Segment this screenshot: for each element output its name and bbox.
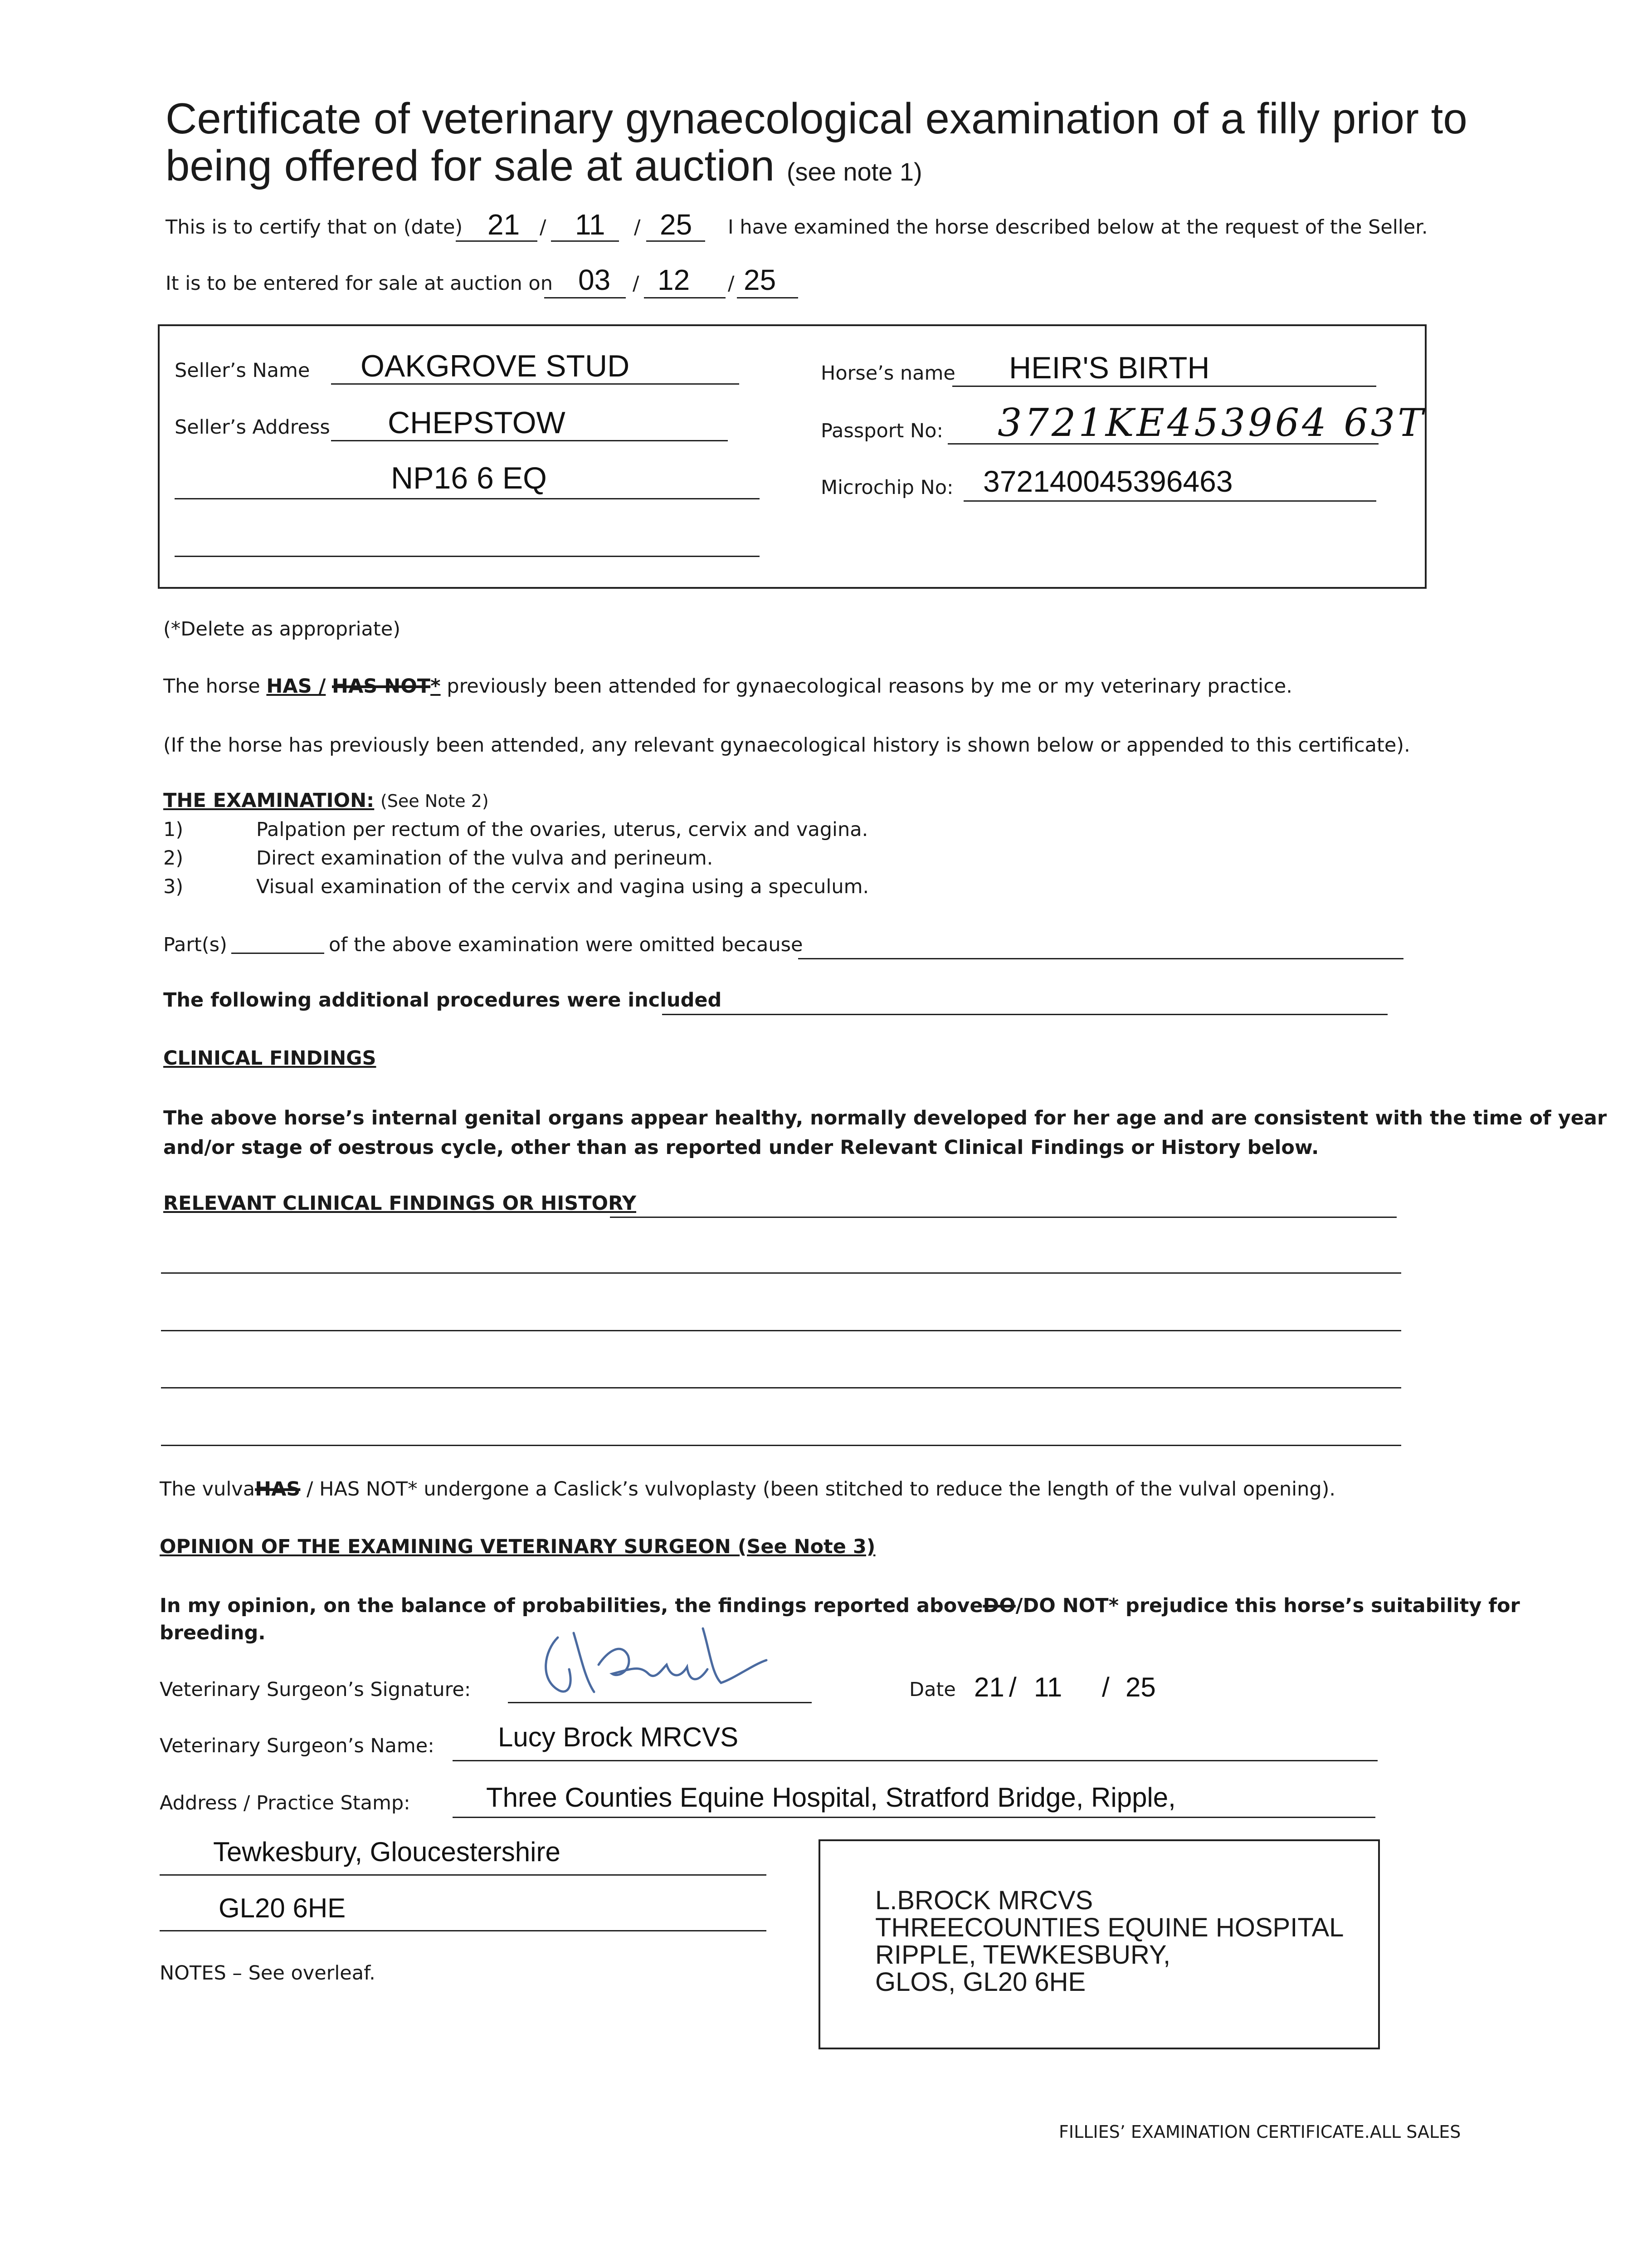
sale-date-month: 12	[658, 264, 690, 296]
vet-address-line-2-value: Tewkesbury, Gloucestershire	[213, 1837, 560, 1867]
parts-suffix: of the above examination were omitted because	[329, 934, 803, 956]
microchip-line	[964, 500, 1376, 502]
vet-date-month: 11	[1034, 1672, 1062, 1702]
clinical-statement-line-2: and/or stage of oestrous cycle, other than as reported under Relevant Clinical Findings or History below.	[163, 1136, 1319, 1159]
signature-label: Veterinary Surgeon’s Signature:	[160, 1678, 471, 1701]
omitted-because-line	[798, 958, 1403, 959]
opinion-line-2: breeding.	[160, 1622, 266, 1644]
exam-item-2-text: Direct examination of the vulva and perineum.	[256, 847, 713, 870]
sale-prefix: It is to be entered for sale at auction on	[166, 272, 553, 295]
opinion-heading: OPINION OF THE EXAMINING VETERINARY SURGEON (See Note 3)	[160, 1535, 876, 1558]
vet-name-line	[453, 1760, 1378, 1761]
stamp-line-1: L.BROCK MRCVS	[875, 1886, 1093, 1915]
relevant-line-1	[161, 1272, 1401, 1274]
microchip-value: 372140045396463	[983, 464, 1233, 498]
examination-heading	[163, 789, 489, 812]
microchip-label: Microchip No:	[821, 476, 954, 499]
seller-address-line-2	[175, 498, 760, 499]
parts-line	[231, 953, 324, 954]
title-line-2-text: being offered for sale at auction	[166, 142, 775, 190]
attended-has-not: HAS NOT	[332, 675, 431, 698]
vet-date-sep-1: /	[1009, 1672, 1017, 1702]
additional-label: The following additional procedures were included	[163, 989, 722, 1012]
vulva-rest: / HAS NOT* undergone a Caslick’s vulvoplasty (been stitched to reduce the length of the vulval opening).	[307, 1478, 1336, 1501]
vet-address-line-1-value: Three Counties Equine Hospital, Stratford Bridge, Ripple,	[486, 1782, 1176, 1813]
certify-suffix: I have examined the horse described below at the request of the Seller.	[728, 216, 1428, 239]
exam-item-3-text: Visual examination of the cervix and vagina using a speculum.	[256, 875, 869, 898]
relevant-line-0	[610, 1217, 1397, 1218]
footer-form-name: FILLIES’ EXAMINATION CERTIFICATE.ALL SALES	[1059, 2122, 1461, 2142]
opinion-line-1	[160, 1594, 1520, 1617]
exam-date-day: 21	[487, 208, 520, 241]
stamp-line-3: RIPPLE, TEWKESBURY,	[875, 1940, 1171, 1970]
attended-prefix: The horse	[163, 675, 260, 698]
certify-prefix: This is to certify that on (date)	[166, 216, 463, 239]
delete-note: (*Delete as appropriate)	[163, 618, 400, 640]
attended-statement	[163, 675, 1292, 698]
vulva-statement	[160, 1478, 1335, 1501]
date-sep-1: /	[540, 216, 546, 239]
exam-item-1-num: 1)	[163, 818, 184, 841]
examination-heading-note: (See Note 2)	[380, 791, 489, 811]
stamp-line-2: THREECOUNTIES EQUINE HOSPITAL	[875, 1913, 1344, 1942]
clinical-statement-line-1: The above horse’s internal genital organs appear healthy, normally developed for her age and are consistent with the time of year	[163, 1107, 1607, 1129]
vet-address-line-3	[160, 1930, 766, 1931]
sale-date-year: 25	[744, 264, 776, 296]
seller-address-line-3	[175, 556, 760, 557]
exam-item-1-text: Palpation per rectum of the ovaries, uterus, cervix and vagina.	[256, 818, 868, 841]
parts-label: Part(s)	[163, 934, 227, 956]
vulva-has: HAS	[255, 1478, 301, 1501]
seller-address-label: Seller’s Address	[175, 416, 330, 439]
vet-address-line-3-value: GL20 6HE	[219, 1893, 346, 1923]
seller-name-label: Seller’s Name	[175, 359, 310, 382]
sale-year-line	[737, 297, 798, 298]
additional-line	[662, 1014, 1388, 1015]
vet-date-year: 25	[1126, 1672, 1156, 1702]
horse-name-line	[952, 386, 1376, 387]
passport-label: Passport No:	[821, 420, 943, 442]
sale-sep-2: /	[728, 272, 735, 295]
title-line-1: Certificate of veterinary gynaecological examination of a filly prior to	[166, 94, 1467, 143]
sale-sep-1: /	[633, 272, 639, 295]
examination-heading-text: THE EXAMINATION:	[163, 789, 375, 812]
exam-item-3-num: 3)	[163, 875, 184, 898]
title-line-2	[166, 142, 1467, 196]
stamp-line-4: GLOS, GL20 6HE	[875, 1967, 1086, 1997]
clinical-heading: CLINICAL FINDINGS	[163, 1047, 376, 1070]
seller-horse-box	[158, 324, 1427, 589]
vulva-prefix: The vulva	[160, 1478, 255, 1501]
seller-address-line-2-value: NP16 6 EQ	[391, 461, 547, 495]
exam-date-month: 11	[575, 208, 605, 241]
signature-image	[531, 1615, 785, 1706]
sale-day-line	[544, 297, 626, 298]
opinion-line-1-rest: /DO NOT* prejudice this horse’s suitability for	[1015, 1594, 1520, 1617]
passport-value: 3721KE453964 63T	[998, 401, 1426, 445]
horse-name-label: Horse’s name	[821, 362, 955, 385]
sale-date-day: 03	[578, 264, 611, 296]
vet-name-label: Veterinary Surgeon’s Name:	[160, 1735, 434, 1757]
horse-name-value: HEIR'S BIRTH	[1009, 351, 1210, 385]
notes-overleaf: NOTES – See overleaf.	[160, 1962, 375, 1984]
title-note: (see note 1)	[786, 157, 922, 186]
relevant-line-3	[161, 1387, 1401, 1388]
relevant-line-2	[161, 1330, 1401, 1331]
seller-address-line-1-value: CHEPSTOW	[388, 406, 565, 440]
certificate-title	[166, 95, 1467, 196]
history-note: (If the horse has previously been attended, any relevant gynaecological history is shown below or appended to this certificate).	[163, 734, 1410, 757]
exam-date-year: 25	[660, 208, 692, 241]
vet-date-day: 21	[974, 1672, 1004, 1702]
sale-month-line	[644, 297, 726, 298]
relevant-line-4	[161, 1445, 1401, 1446]
attended-star: *	[430, 675, 441, 698]
vet-address-label: Address / Practice Stamp:	[160, 1792, 410, 1814]
date-label: Date	[909, 1678, 956, 1701]
vet-address-line-2	[160, 1874, 766, 1876]
relevant-findings-heading: RELEVANT CLINICAL FINDINGS OR HISTORY	[163, 1192, 636, 1215]
opinion-line-1-prefix: In my opinion, on the balance of probabilities, the findings reported above	[160, 1594, 983, 1617]
seller-name-value: OAKGROVE STUD	[361, 349, 630, 383]
date-sep-2: /	[634, 216, 641, 239]
vet-name-value: Lucy Brock MRCVS	[498, 1722, 739, 1752]
attended-has: HAS /	[266, 675, 326, 698]
exam-item-2-num: 2)	[163, 847, 184, 870]
opinion-do: DO	[983, 1594, 1016, 1617]
vet-address-line-1	[453, 1817, 1375, 1818]
vet-date-sep-2: /	[1102, 1672, 1110, 1702]
practice-stamp-text	[875, 1887, 1344, 1996]
attended-suffix: previously been attended for gynaecological reasons by me or my veterinary practice.	[447, 675, 1292, 698]
